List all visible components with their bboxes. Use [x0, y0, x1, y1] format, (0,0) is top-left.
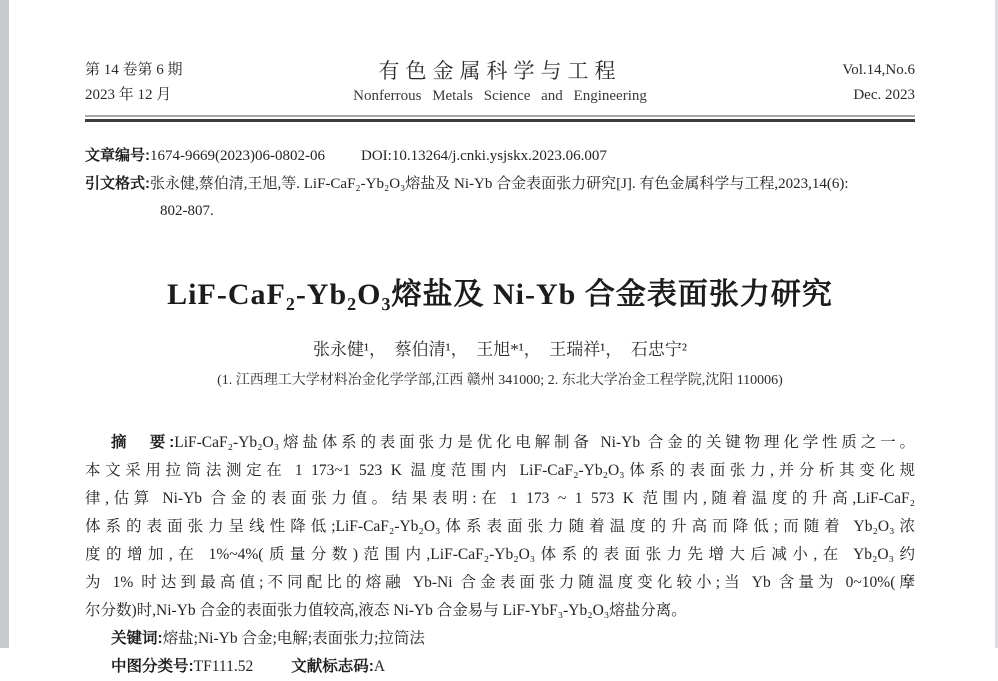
citation-row: [85, 170, 915, 225]
doi-value: 10.13264/j.cnki.ysjskx.2023.06.007: [391, 148, 607, 164]
abstract-first-line: [85, 429, 915, 457]
keywords-row: [85, 625, 915, 653]
classification-row: [85, 653, 915, 681]
journal-name-cn: 有色金属科学与工程: [378, 59, 622, 83]
affiliation-line: (1. 江西理工大学材料冶金化学学部,江西 赣州 341000; 2. 东北大学冶金工程学院,沈阳 110006): [217, 373, 783, 388]
keywords-label: 关键词:: [111, 630, 163, 647]
doi-label: DOI:: [360, 148, 392, 164]
abstract-line: 尔分数)时,Ni-Yb 合金的表面张力值较高,液态 Ni-Yb 合金易与 LiF-YbF₃-Yb₂O₃熔盐分离。: [85, 602, 687, 619]
clc-label: 中图分类号:: [111, 658, 194, 675]
issue-date-cn: 2023 年 12 月: [85, 87, 172, 103]
citation-pages: 802-807.: [160, 203, 214, 219]
abstract-first-text: LiF-CaF₂-Yb₂O₃熔盐体系的表面张力是优化电解制备 Ni-Yb 合金的关键物理化学性质之一。: [174, 434, 915, 451]
doc-code-value: A: [373, 658, 386, 675]
abstract-line: 本文采用拉筒法测定在 1 173~1 523 K 温度范围内 LiF-CaF₂-Yb₂O₃体系的表面张力,并分析其变化规: [85, 462, 915, 479]
article-number-value: 1674-9669(2023)06-0802-06: [150, 148, 325, 164]
journal-header: [85, 58, 915, 108]
paper-title: LiF-CaF₂-Yb₂O₃熔盐及 Ni-Yb 合金表面张力研究: [167, 278, 833, 311]
doc-code-label: 文献标志码:: [291, 658, 374, 675]
clc-value: TF111.52: [193, 658, 254, 675]
journal-title-block: [255, 58, 745, 108]
page-content: [85, 0, 915, 681]
issue-number-cn: 第 14 卷第 6 期: [85, 62, 183, 78]
header-issue-block: [85, 58, 255, 108]
article-meta: [85, 142, 915, 225]
scan-edge-left: [0, 0, 9, 648]
citation-label: 引文格式:: [85, 175, 150, 192]
volume-number-en: Vol.14,No.6: [842, 62, 915, 78]
author-list: 张永健¹， 蔡伯清¹， 王旭*¹， 王瑞祥¹， 石忠宁²: [313, 340, 687, 359]
abstract-body: [85, 457, 915, 625]
abstract-line: 体系的表面张力呈线性降低;LiF-CaF₂-Yb₂O₃体系表面张力随着温度的升高而降低;而随着 Yb₂O₃浓: [85, 518, 915, 535]
header-divider: [85, 115, 915, 122]
keywords-text: 熔盐;Ni-Yb 合金;电解;表面张力;拉筒法: [162, 630, 425, 647]
article-number-row: [85, 142, 915, 170]
abstract-line: 为 1% 时达到最高值;不同配比的熔融 Yb-Ni 合金表面张力随温度变化较小;当 Yb 含量为 0~10%(摩: [85, 574, 915, 591]
abstract-line: 度的增加,在 1%~4%(质量分数)范围内,LiF-CaF₂-Yb₂O₃体系的表面张力先增大后减小,在 Yb₂O₃约: [85, 546, 915, 563]
abstract-block: [85, 429, 915, 681]
issue-date-en: Dec. 2023: [853, 87, 915, 103]
journal-name-en: Nonferrous Metals Science and Engineering: [353, 88, 647, 104]
citation-text: 张永健,蔡伯清,王旭,等. LiF-CaF₂-Yb₂O₃熔盐及 Ni-Yb 合金表面张力研究[J]. 有色金属科学与工程,2023,14(6):: [150, 176, 849, 192]
abstract-line: 律,估算 Ni-Yb 合金的表面张力值。结果表明:在 1 173 ~ 1 573 K 范围内,随着温度的升高,LiF-CaF₂: [85, 490, 915, 507]
abstract-label: 摘 要:: [111, 434, 175, 451]
article-number-label: 文章编号:: [85, 147, 150, 164]
header-volume-block: [745, 58, 915, 108]
divider-thick-line: [85, 119, 915, 122]
